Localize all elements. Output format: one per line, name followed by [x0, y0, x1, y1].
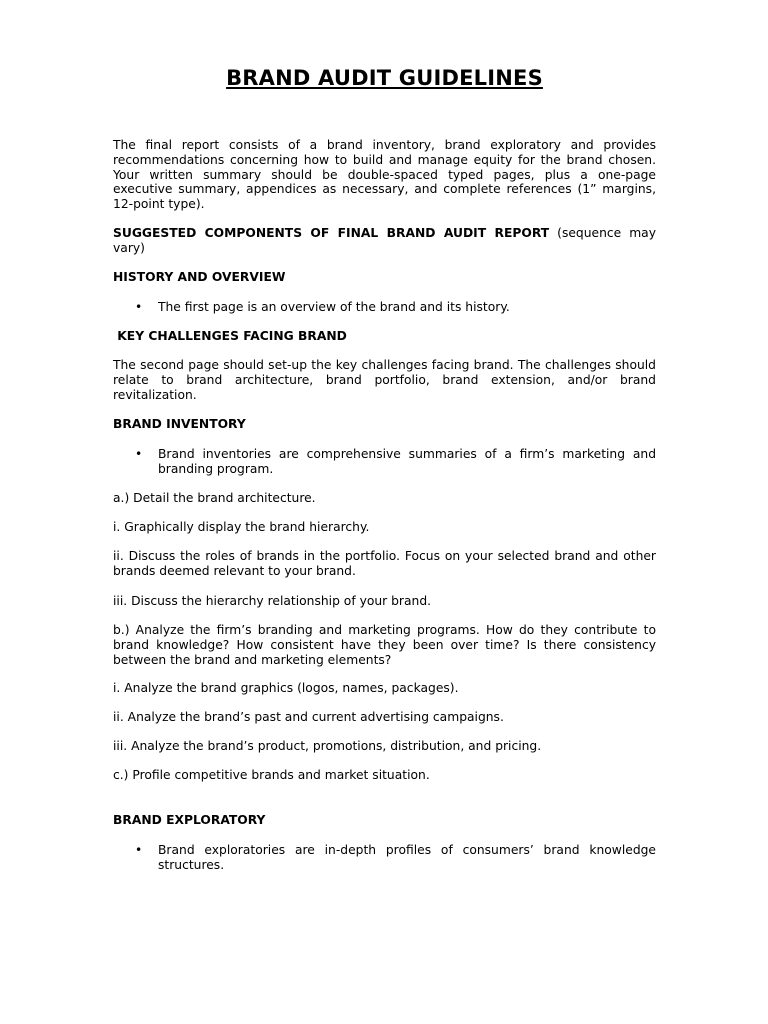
bullet-icon: •: [135, 447, 143, 461]
item-b-iii: iii. Analyze the brand’s product, promotions, distribution, and pricing.: [113, 739, 542, 753]
document-title: BRAND AUDIT GUIDELINES: [226, 66, 543, 90]
item-c: c.) Profile competitive brands and market situation.: [113, 768, 430, 782]
history-bullet-text: The first page is an overview of the brand and its history.: [158, 300, 510, 314]
bullet-icon: •: [135, 843, 143, 857]
history-heading: HISTORY AND OVERVIEW: [113, 270, 286, 284]
intro-paragraph: The final report consists of a brand inventory, brand exploratory and provides recommendations concerning how to build and manage equity for the brand chosen. Your written summary should be double-spaced typed pages, plus a one-page executive summary, appendices as necessary, and complete references (1” margins, 12-point type).: [113, 138, 656, 212]
components-note: (sequence may vary): [113, 226, 656, 255]
bullet-icon: •: [135, 300, 143, 314]
components-paragraph: [113, 226, 656, 256]
item-a-iii: iii. Discuss the hierarchy relationship of your brand.: [113, 594, 432, 608]
item-a-i: i. Graphically display the brand hierarchy.: [113, 520, 370, 534]
item-b-i: i. Analyze the brand graphics (logos, names, packages).: [113, 681, 459, 695]
challenges-paragraph: The second page should set-up the key challenges facing brand. The challenges should relate to brand architecture, brand portfolio, brand extension, and/or brand revitalization.: [113, 358, 656, 402]
inventory-heading: BRAND INVENTORY: [113, 417, 246, 431]
item-b-ii: ii. Analyze the brand’s past and current advertising campaigns.: [113, 710, 504, 724]
exploratory-bullet-text: Brand exploratories are in-depth profiles of consumers’ brand knowledge structures.: [158, 843, 656, 872]
components-heading: SUGGESTED COMPONENTS OF FINAL BRAND AUDIT REPORT: [113, 226, 550, 240]
item-a-ii: ii. Discuss the roles of brands in the portfolio. Focus on your selected brand and other brands deemed relevant to your brand.: [113, 549, 656, 578]
item-b: b.) Analyze the firm’s branding and marketing programs. How do they contribute to brand knowledge? How consistent have they been over time? Is there consistency between the brand and marketing elements?: [113, 623, 656, 667]
challenges-heading: KEY CHALLENGES FACING BRAND: [113, 329, 347, 343]
exploratory-heading: BRAND EXPLORATORY: [113, 813, 266, 827]
inventory-bullet-text: Brand inventories are comprehensive summaries of a firm’s marketing and branding program.: [158, 447, 656, 476]
item-a: a.) Detail the brand architecture.: [113, 491, 316, 505]
